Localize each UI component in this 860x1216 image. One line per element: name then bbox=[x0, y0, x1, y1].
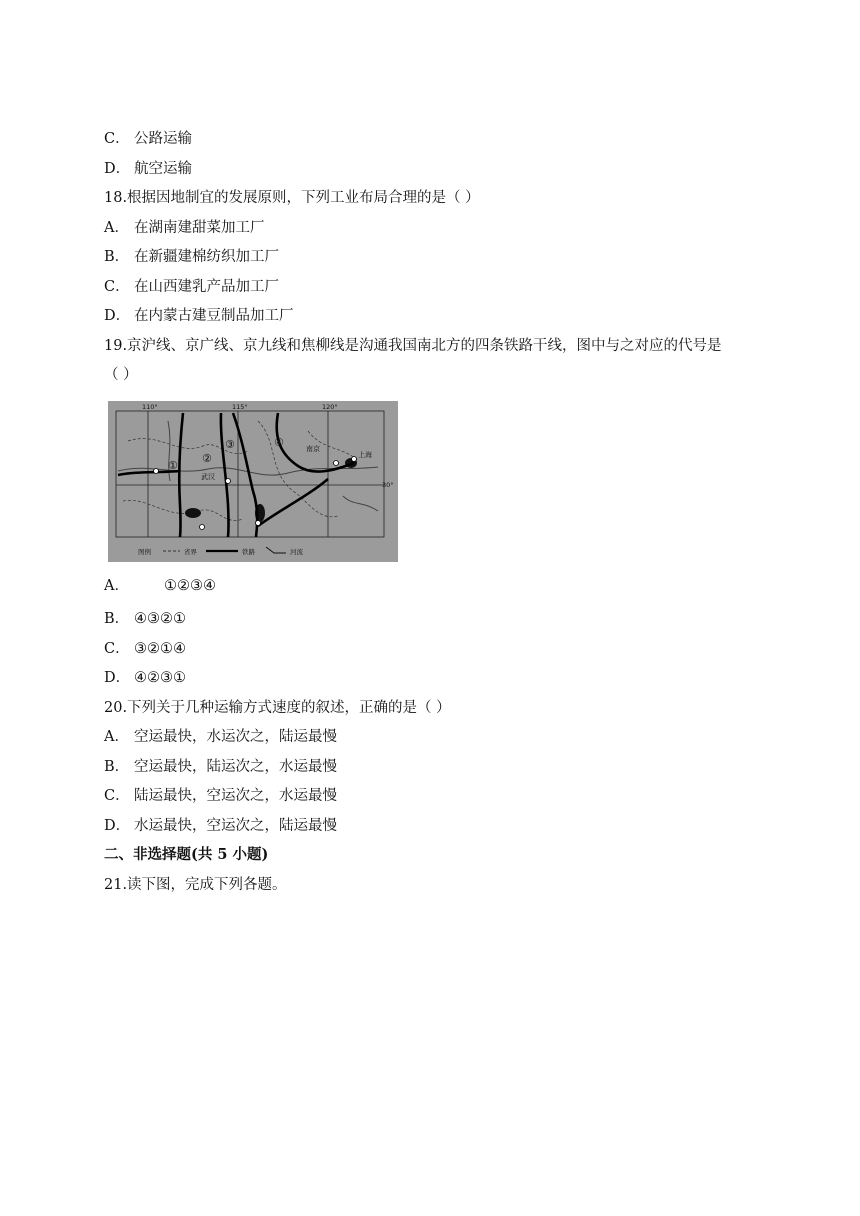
q19-stem-line2: （ ） bbox=[104, 367, 138, 383]
city-wuhan: 武汉 bbox=[201, 473, 215, 481]
legend-river: 河流 bbox=[290, 548, 303, 556]
option-key: D． bbox=[104, 308, 131, 324]
legend-title: 图例 bbox=[138, 548, 151, 556]
railway-map bbox=[108, 401, 398, 562]
legend-railway: 铁路 bbox=[242, 548, 255, 556]
option-text: ①②③④ bbox=[164, 578, 216, 594]
option-key: C． bbox=[104, 641, 130, 657]
option-key: B． bbox=[104, 249, 130, 265]
option-text: 陆运最快，空运次之，水运最慢 bbox=[134, 788, 337, 804]
q20-option-b bbox=[104, 757, 337, 777]
option-text: 在内蒙古建豆制品加工厂 bbox=[134, 308, 294, 324]
q20-option-a bbox=[104, 727, 337, 747]
option-key: D． bbox=[104, 670, 131, 686]
lat-label-30: 30° bbox=[382, 481, 394, 489]
q19-stem-line1: 19.京沪线、京广线、京九线和焦柳线是沟通我国南北方的四条铁路干线，图中与之对应的代号是 bbox=[104, 338, 722, 354]
q19-option-d bbox=[104, 668, 186, 688]
q18-option-b bbox=[104, 247, 279, 267]
option-key: A． bbox=[104, 578, 129, 594]
option-text: 空运最快，水运次之，陆运最慢 bbox=[134, 729, 337, 745]
q17-option-d bbox=[104, 159, 192, 179]
q18-option-d bbox=[104, 306, 294, 326]
option-key: C． bbox=[104, 788, 130, 804]
option-text: ④②③① bbox=[134, 670, 186, 686]
legend-border: 省界 bbox=[184, 548, 197, 556]
q18-option-c bbox=[104, 277, 279, 297]
marker-2: ② bbox=[202, 452, 212, 465]
lon-label-120: 120° bbox=[322, 403, 338, 411]
option-key: A． bbox=[104, 729, 129, 745]
option-key: B． bbox=[104, 611, 130, 627]
section-heading: 二、非选择题(共 5 小题) bbox=[104, 846, 269, 863]
option-text: 在湖南建甜菜加工厂 bbox=[134, 220, 265, 236]
lon-label-115: 115° bbox=[232, 403, 248, 411]
option-text: 在山西建乳产品加工厂 bbox=[134, 279, 279, 295]
option-text: 水运最快，空运次之，陆运最慢 bbox=[134, 818, 337, 834]
q18-option-a bbox=[104, 218, 265, 238]
marker-4: ④ bbox=[274, 436, 284, 449]
map-background bbox=[108, 401, 398, 562]
lon-label-110: 110° bbox=[142, 403, 158, 411]
q21-stem: 21.读下图，完成下列各题。 bbox=[104, 877, 287, 893]
marker-3: ③ bbox=[225, 438, 235, 451]
city-nanjing: 南京 bbox=[306, 445, 320, 453]
option-text: 公路运输 bbox=[134, 131, 192, 147]
option-key: B． bbox=[104, 759, 130, 775]
q17-option-c bbox=[104, 129, 192, 149]
city-shanghai: 上海 bbox=[358, 451, 372, 459]
q20-option-d bbox=[104, 816, 337, 836]
q20-option-c bbox=[104, 786, 337, 806]
option-text: 航空运输 bbox=[134, 161, 192, 177]
option-text: 在新疆建棉纺织加工厂 bbox=[134, 249, 279, 265]
option-key: D． bbox=[104, 161, 131, 177]
q19-option-b bbox=[104, 609, 186, 629]
option-key: C． bbox=[104, 131, 130, 147]
q18-stem: 18.根据因地制宜的发展原则，下列工业布局合理的是（ ） bbox=[104, 190, 480, 206]
option-key: A． bbox=[104, 220, 129, 236]
option-text: 空运最快，陆运次之，水运最慢 bbox=[134, 759, 337, 775]
q19-option-c bbox=[104, 639, 186, 659]
option-key: D． bbox=[104, 818, 131, 834]
q20-stem: 20.下列关于几种运输方式速度的叙述，正确的是（ ） bbox=[104, 700, 451, 716]
option-key: C． bbox=[104, 279, 130, 295]
marker-1: ① bbox=[168, 459, 178, 472]
q19-option-a bbox=[104, 576, 216, 596]
option-text: ④③②① bbox=[134, 611, 186, 627]
option-text: ③②①④ bbox=[134, 641, 186, 657]
